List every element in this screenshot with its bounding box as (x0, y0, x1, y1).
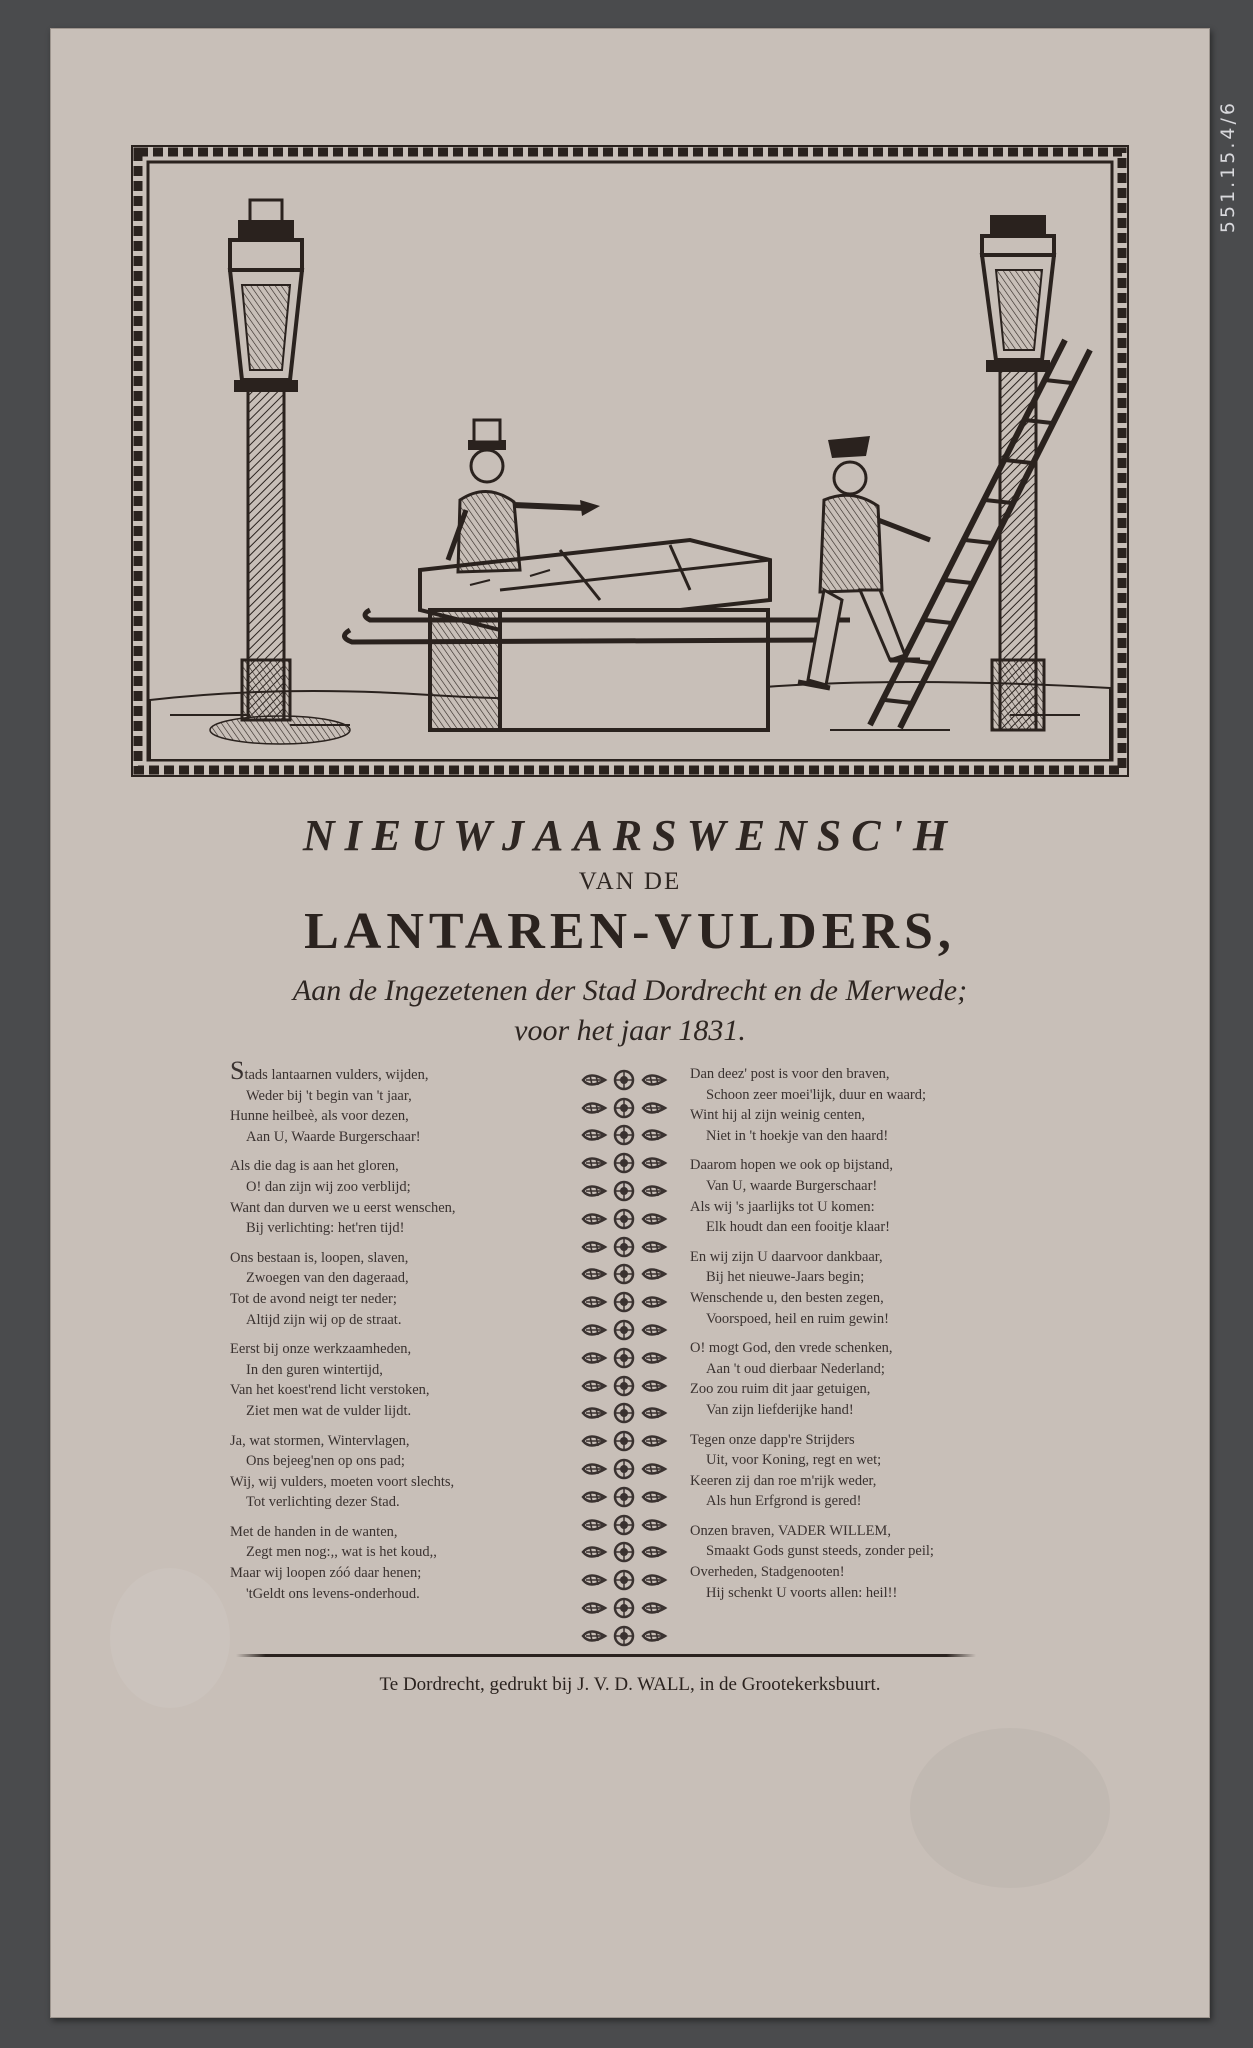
poem-line: En wij zijn U daarvoor dankbaar, (690, 1248, 883, 1265)
fleuron-right-icon (640, 1263, 668, 1289)
poem-line: Maar wij loopen zóó daar henen; (230, 1565, 422, 1582)
fleuron-rosette-icon (610, 1263, 638, 1289)
fleuron-rosette-icon (610, 1569, 638, 1595)
poem-line: Ons bestaan is, loopen, slaven, (230, 1249, 409, 1266)
ornament-row (574, 1290, 674, 1318)
fleuron-right-icon (640, 1541, 668, 1567)
left-lamplighter-figure (448, 420, 600, 572)
poem-line: Hij schenkt U voorts allen: heil!! (706, 1584, 898, 1601)
fleuron-left-icon (580, 1124, 608, 1150)
fleuron-left-icon (580, 1402, 608, 1428)
poem-stanza (690, 1247, 1020, 1329)
poem-line: Bij verlichting: het'ren tijd! (246, 1220, 405, 1237)
fleuron-left-icon (580, 1236, 608, 1262)
fleuron-right-icon (640, 1597, 668, 1623)
poem-line: Van U, waarde Burgerschaar! (706, 1177, 878, 1194)
fleuron-right-icon (640, 1458, 668, 1484)
poem-line: Overheden, Stadgenooten! (690, 1564, 845, 1581)
right-lamppost (982, 215, 1054, 730)
poem-line: Elk houdt dan een fooitje klaar! (706, 1219, 891, 1236)
ornament-row (574, 1124, 674, 1152)
poem-stanza (230, 1156, 560, 1238)
fleuron-left-icon (580, 1569, 608, 1595)
poem-stanza (690, 1155, 1020, 1237)
fleuron-left-icon (580, 1541, 608, 1567)
poem-line: O! mogt God, den vrede schenken, (690, 1340, 893, 1357)
poem-line: Weder bij 't begin van 't jaar, (246, 1087, 412, 1104)
ladder (870, 340, 1090, 728)
fleuron-left-icon (580, 1625, 608, 1651)
ornament-row (574, 1263, 674, 1291)
ornament-row (574, 1568, 674, 1596)
fleuron-right-icon (640, 1069, 668, 1095)
fleuron-right-icon (640, 1514, 668, 1540)
ornament-row (574, 1235, 674, 1263)
fleuron-left-icon (580, 1319, 608, 1345)
fleuron-right-icon (640, 1152, 668, 1178)
fleuron-left-icon (580, 1208, 608, 1234)
fleuron-left-icon (580, 1097, 608, 1123)
title-main: LANTAREN-VULDERS, (304, 903, 956, 960)
ornament-row (574, 1429, 674, 1457)
poem-stanza (230, 1431, 560, 1513)
divider-rule (236, 1654, 976, 1657)
ornament-row (574, 1457, 674, 1485)
poem-line: Bij het nieuwe-Jaars begin; (706, 1269, 865, 1286)
ornament-row (574, 1596, 674, 1624)
poem-line: Dan deez' post is voor den braven, (690, 1066, 890, 1082)
fleuron-right-icon (640, 1569, 668, 1595)
fleuron-right-icon (640, 1486, 668, 1512)
poem-line: Zoo zou ruim dit jaar getuigen, (690, 1381, 871, 1398)
fleuron-rosette-icon (610, 1486, 638, 1512)
paper-stain (910, 1728, 1110, 1888)
fleuron-rosette-icon (610, 1514, 638, 1540)
fleuron-right-icon (640, 1180, 668, 1206)
ornament-row (574, 1207, 674, 1235)
poem-line: Wint hij al zijn weinig centen, (690, 1107, 865, 1124)
poem-line: Als die dag is aan het gloren, (230, 1158, 399, 1175)
poem-line: Aan U, Waarde Burgerschaar! (246, 1128, 421, 1145)
ornament-row (574, 1318, 674, 1346)
fleuron-left-icon (580, 1263, 608, 1289)
fleuron-left-icon (580, 1486, 608, 1512)
fleuron-left-icon (580, 1291, 608, 1317)
fleuron-rosette-icon (610, 1430, 638, 1456)
fleuron-left-icon (580, 1514, 608, 1540)
fleuron-right-icon (640, 1124, 668, 1150)
fleuron-rosette-icon (610, 1152, 638, 1178)
poem-stanza (690, 1430, 1020, 1512)
fleuron-right-icon (640, 1236, 668, 1262)
ornament-row (574, 1346, 674, 1374)
fleuron-right-icon (640, 1097, 668, 1123)
poem-line: Want dan durven we u eerst wenschen, (230, 1199, 456, 1216)
fleuron-left-icon (580, 1375, 608, 1401)
left-lamppost (230, 200, 302, 720)
poem-line: Voorspoed, heil en ruim gewin! (706, 1310, 889, 1327)
poem-line: O! dan zijn wij zoo verblijd; (246, 1178, 411, 1195)
fleuron-right-icon (640, 1347, 668, 1373)
poem-line: Stads lantaarnen vulders, wijden, (230, 1056, 429, 1085)
poem-line: Van zijn liefderijke hand! (706, 1401, 854, 1418)
fleuron-right-icon (640, 1375, 668, 1401)
ornament-column (574, 1068, 674, 1652)
title-heading: NIEUWJAARSWENSC'H (302, 811, 958, 860)
title-year: voor het jaar 1831. (514, 1014, 746, 1047)
fleuron-rosette-icon (610, 1319, 638, 1345)
fleuron-rosette-icon (610, 1069, 638, 1095)
poem-line: In den guren wintertijd, (246, 1361, 383, 1378)
title-dedication: Aan de Ingezetenen der Stad Dordrecht en de Merwede; (292, 974, 968, 1007)
fleuron-rosette-icon (610, 1097, 638, 1123)
poem-line: Altijd zijn wij op de straat. (246, 1311, 402, 1328)
printer-imprint: Te Dordrecht, gedrukt bij J. V. D. WALL, in de Grootekerksbuurt. (379, 1674, 881, 1695)
fleuron-right-icon (640, 1208, 668, 1234)
poem-stanza (230, 1248, 560, 1330)
fleuron-rosette-icon (610, 1180, 638, 1206)
fleuron-rosette-icon (610, 1347, 638, 1373)
poem-line: Van het koest'rend licht verstoken, (230, 1382, 430, 1399)
poem-line: Uit, voor Koning, regt en wet; (706, 1452, 882, 1469)
poem-line: Tegen onze dapp're Strijders (690, 1431, 855, 1448)
woodcut-illustration (130, 140, 1130, 780)
fleuron-left-icon (580, 1347, 608, 1373)
fleuron-left-icon (580, 1152, 608, 1178)
fleuron-left-icon (580, 1430, 608, 1456)
catalog-number: 551.15.4/6 (1217, 100, 1239, 234)
poem-line: Als wij 's jaarlijks tot U komen: (690, 1198, 875, 1215)
fleuron-rosette-icon (610, 1458, 638, 1484)
poem-stanza (230, 1522, 560, 1604)
ornament-row (574, 1513, 674, 1541)
ornament-row (574, 1402, 674, 1430)
poem-line: Niet in 't hoekje van den haard! (706, 1127, 889, 1144)
poem-line: Zwoegen van den dageraad, (246, 1270, 409, 1287)
poem-left-column (230, 1056, 560, 1613)
ornament-row (574, 1151, 674, 1179)
poem-line: Ziet men wat de vulder lijdt. (246, 1402, 412, 1419)
fleuron-rosette-icon (610, 1402, 638, 1428)
ornament-row (574, 1485, 674, 1513)
poem-line: Eerst bij onze werkzaamheden, (230, 1341, 412, 1358)
poem-line: Keeren zij dan roe m'rijk weder, (690, 1472, 877, 1489)
fleuron-rosette-icon (610, 1291, 638, 1317)
poem-line: Met de handen in de wanten, (230, 1523, 398, 1540)
poem-line: Ja, wat stormen, Wintervlagen, (230, 1432, 410, 1449)
fleuron-rosette-icon (610, 1208, 638, 1234)
poem-line: Als hun Erfgrond is gered! (706, 1493, 862, 1510)
fleuron-rosette-icon (610, 1236, 638, 1262)
poem-right-column (690, 1064, 1020, 1612)
poem-line: Wenschende u, den besten zegen, (690, 1289, 884, 1306)
fleuron-rosette-icon (610, 1375, 638, 1401)
poem-line: Aan 't oud dierbaar Nederland; (706, 1360, 885, 1377)
fleuron-left-icon (580, 1069, 608, 1095)
poem-line: Wij, wij vulders, moeten voort slechts, (230, 1473, 455, 1490)
poem-line: 'tGeldt ons levens-onderhoud. (246, 1585, 420, 1602)
fleuron-rosette-icon (610, 1625, 638, 1651)
poem-line: Ons bejeeg'nen op ons pad; (246, 1453, 405, 1470)
poem-stanza (690, 1521, 1020, 1603)
ornament-row (574, 1068, 674, 1096)
poem-line: Schoon zeer moei'lijk, duur en waard; (706, 1086, 927, 1103)
poem-line: Zegt men nog:,, wat is het koud,, (246, 1544, 437, 1561)
poem-line: Hunne heilbeè, als voor dezen, (230, 1108, 409, 1125)
poem-line: Smaakt Gods gunst steeds, zonder peil; (706, 1543, 934, 1560)
ornament-row (574, 1541, 674, 1569)
fleuron-right-icon (640, 1625, 668, 1651)
title-subheading: VAN DE (578, 868, 682, 895)
poem-stanza (230, 1056, 560, 1147)
poem-stanza (690, 1064, 1020, 1146)
fleuron-left-icon (580, 1597, 608, 1623)
fleuron-rosette-icon (610, 1597, 638, 1623)
poem-line: Tot de avond neigt ter neder; (230, 1290, 397, 1307)
fleuron-right-icon (640, 1319, 668, 1345)
poem-line: Onzen braven, VADER WILLEM, (690, 1522, 891, 1539)
ornament-row (574, 1179, 674, 1207)
broadsheet-page (50, 28, 1210, 2018)
ornament-row (574, 1624, 674, 1652)
fleuron-left-icon (580, 1180, 608, 1206)
poem-line: Daarom hopen we ook op bijstand, (690, 1157, 893, 1174)
poem-stanza (690, 1338, 1020, 1420)
fleuron-right-icon (640, 1430, 668, 1456)
fleuron-left-icon (580, 1458, 608, 1484)
fleuron-right-icon (640, 1291, 668, 1317)
poem-stanza (230, 1339, 560, 1421)
poem-line: Tot verlichting dezer Stad. (246, 1494, 400, 1511)
ornament-row (574, 1096, 674, 1124)
fleuron-rosette-icon (610, 1124, 638, 1150)
fleuron-rosette-icon (610, 1541, 638, 1567)
fleuron-right-icon (640, 1402, 668, 1428)
ornament-row (574, 1374, 674, 1402)
